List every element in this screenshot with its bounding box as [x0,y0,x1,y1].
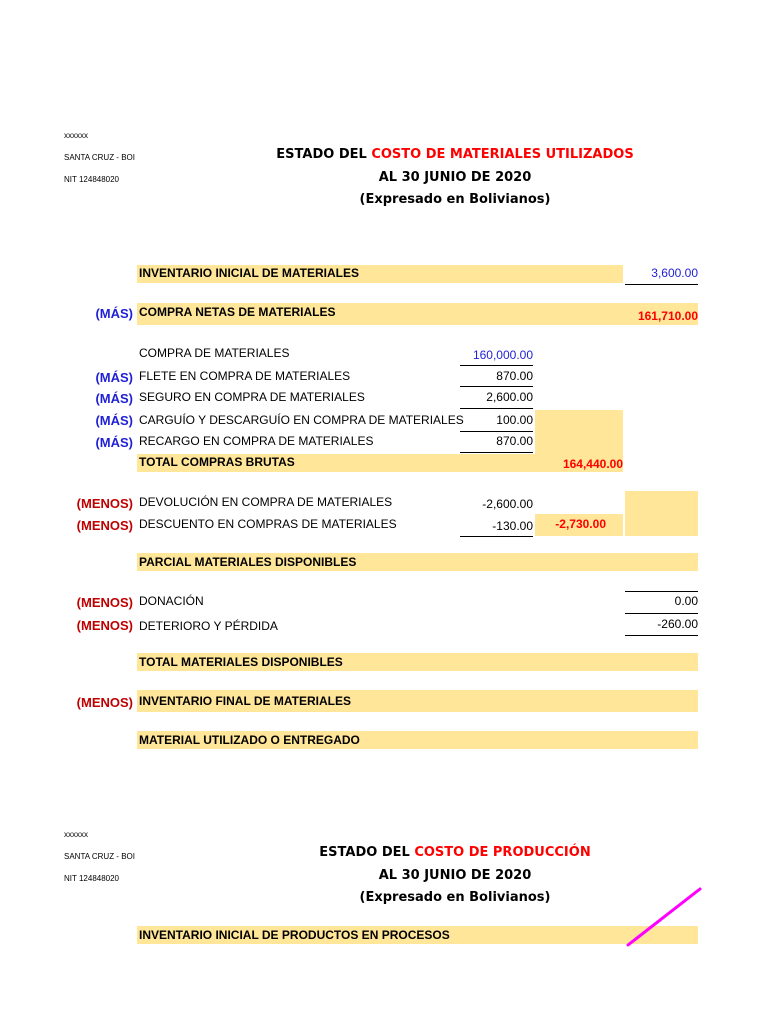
prefix-menos: (MENOS) [76,618,133,633]
prefix-mas: (MÁS) [95,391,133,406]
value-carguio: 100.00 [496,413,533,427]
company-name: xxxxxx [64,131,88,140]
row-label-compra-netas: COMPRA NETAS DE MATERIALES [139,305,336,319]
prefix-mas: (MÁS) [95,413,133,428]
prefix-menos: (MENOS) [76,695,133,710]
row-label-carguio: CARGUÍO Y DESCARGUÍO EN COMPRA DE MATERIALES [139,413,464,427]
prefix-mas: (MÁS) [95,370,133,385]
row-label-deterioro: DETERIORO Y PÉRDIDA [139,619,278,633]
row-label-donacion: DONACIÓN [139,594,204,608]
underline [460,452,533,453]
company-nit: NIT 124848020 [64,175,120,184]
statement-title: ESTADO DEL COSTO DE MATERIALES UTILIZADOS [276,147,634,162]
row-label-total-disponibles: TOTAL MATERIALES DISPONIBLES [139,655,343,669]
value-compra-netas: 161,710.00 [637,309,698,323]
value-seguro: 2,600.00 [486,390,533,404]
row-label-devolucion: DEVOLUCIÓN EN COMPRA DE MATERIALES [139,495,393,509]
company-name: xxxxxx [64,830,88,839]
company-city: SANTA CRUZ - BOI [64,153,135,162]
underline [460,408,533,409]
value-deterioro: -260.00 [657,617,698,631]
value-descuento: -130.00 [492,519,533,533]
prefix-menos: (MENOS) [76,518,133,533]
underline [460,365,533,366]
underline [625,284,698,285]
value-recargo: 870.00 [496,434,533,448]
underline [460,386,533,387]
statement-title: ESTADO DEL COSTO DE PRODUCCIÓN [319,845,591,860]
value-inv-inicial: 3,600.00 [651,266,698,280]
value-total-brutas: 164,440.00 [562,457,623,471]
statement-date: AL 30 JUNIO DE 2020 [378,170,532,185]
row-label-compra-materiales: COMPRA DE MATERIALES [139,346,290,360]
prefix-mas: (MÁS) [95,306,133,321]
prefix-mas: (MÁS) [95,435,133,450]
prefix-menos: (MENOS) [76,496,133,511]
row-label-utilizado: MATERIAL UTILIZADO O ENTREGADO [139,733,360,747]
annotation-stroke [620,885,710,950]
value-compra-materiales: 160,000.00 [472,348,533,362]
value-descuento-subtotal: -2,730.00 [555,517,606,531]
row-label-total-brutas: TOTAL COMPRAS BRUTAS [139,455,295,469]
value-flete: 870.00 [496,369,533,383]
prefix-menos: (MENOS) [76,595,133,610]
row-label-flete: FLETE EN COMPRA DE MATERIALES [139,369,351,383]
row-label-inv-inicial: INVENTARIO INICIAL DE MATERIALES [139,266,360,280]
underline [625,613,698,614]
statement-currency: (Expresado en Bolivianos) [359,192,551,207]
value-donacion: 0.00 [674,594,698,608]
underline [460,536,533,537]
company-city: SANTA CRUZ - BOI [64,852,135,861]
underline [460,431,533,432]
row-label-inv-inicial-procesos: INVENTARIO INICIAL DE PRODUCTOS EN PROCESOS [139,928,450,942]
underline [625,591,698,592]
shaded-cell [625,491,698,536]
shaded-cell [535,410,623,454]
row-label-recargo: RECARGO EN COMPRA DE MATERIALES [139,434,374,448]
row-label-inv-final: INVENTARIO FINAL DE MATERIALES [139,694,352,708]
row-label-descuento: DESCUENTO EN COMPRAS DE MATERIALES [139,517,397,531]
underline [625,635,698,636]
statement-date: AL 30 JUNIO DE 2020 [378,868,532,883]
row-label-parcial: PARCIAL MATERIALES DISPONIBLES [139,555,357,569]
company-nit: NIT 124848020 [64,874,120,883]
row-label-seguro: SEGURO EN COMPRA DE MATERIALES [139,390,365,404]
value-devolucion: -2,600.00 [482,497,533,511]
statement-currency: (Expresado en Bolivianos) [359,890,551,905]
